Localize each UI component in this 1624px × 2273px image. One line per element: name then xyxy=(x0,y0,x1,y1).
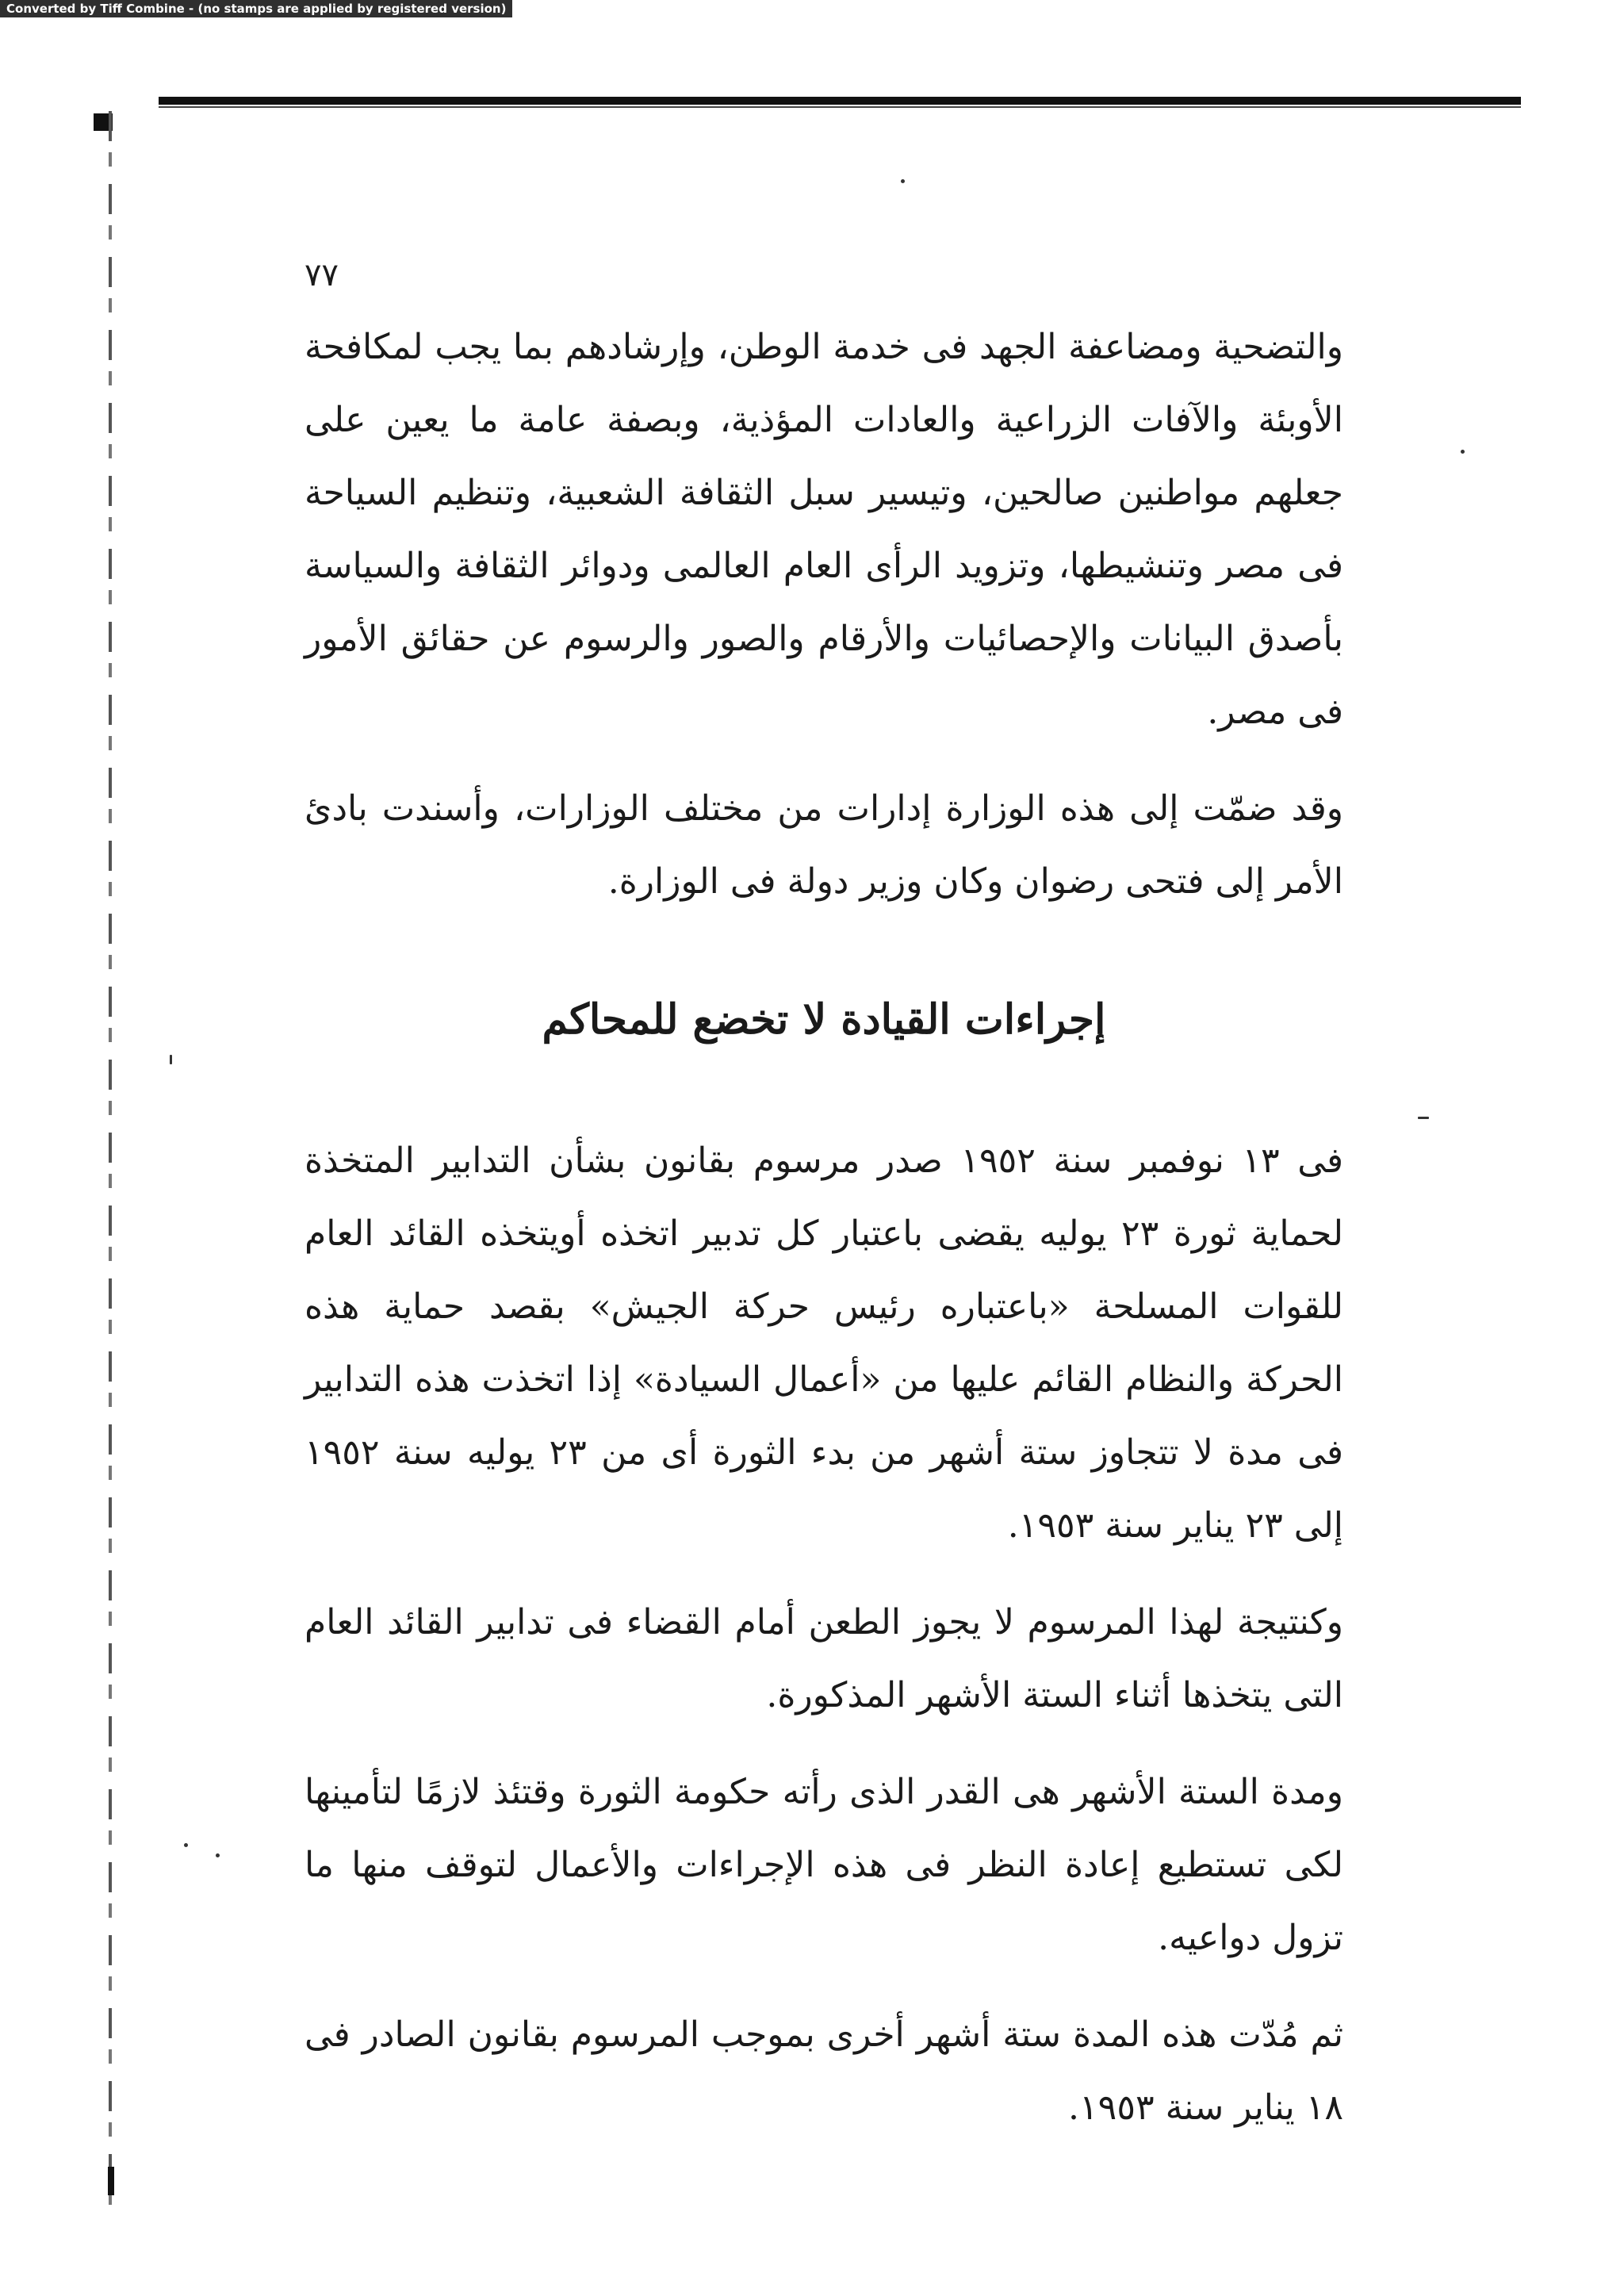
scan-speck xyxy=(216,1853,220,1857)
paragraph: ومدة الستة الأشهر هى القدر الذى رأته حكومة الثورة وقتئذ لازمًا لتأمينها لكى تستطيع إعادة النظر فى هذه الإجراءات والأعمال لتوقف منها ما تزول دواعيه. xyxy=(304,1772,1343,1958)
paragraph: فى ١٣ نوفمبر سنة ١٩٥٢ صدر مرسوم بقانون بشأن التدابير المتخذة لحماية ثورة ٢٣ يوليه يقضى باعتبار كل تدبير اتخذه أويتخذه القائد العام للقوات المسلحة «باعتباره رئيس حركة الجيش» بقصد حماية هذه الحركة والنظام القائم عليها من «أعمال السيادة» إذا اتخذت هذه التدابير فى مدة لا تتجاوز ستة أشهر من بدء الثورة أى من ٢٣ يوليه سنة ١٩٥٢ إلى ٢٣ يناير سنة ١٩٥٣. xyxy=(304,1140,1343,1546)
scan-speck xyxy=(901,179,905,183)
paragraph: والتضحية ومضاعفة الجهد فى خدمة الوطن، وإرشادهم بما يجب لمكافحة الأوبئة والآفات الزراعية والعادات المؤذية، وبصفة عامة ما يعين على جعلهم مواطنين صالحين، وتيسير سبل الثقافة الشعبية، وتنظيم السياحة فى مصر وتنشيطها، وتزويد الرأى العام العالمى ودوائر الثقافة والسياسة بأصدق البيانات والإحصائيات والأرقام والصور والرسوم عن حقائق الأمور فى مصر. xyxy=(304,327,1343,732)
paragraph: ثم مُدّت هذه المدة ستة أشهر أخرى بموجب المرسوم بقانون الصادر فى ١٨ يناير سنة ١٩٥٣. xyxy=(304,2014,1343,2128)
scan-speck xyxy=(1461,450,1465,454)
scan-speck xyxy=(184,1843,188,1847)
top-rule-thin xyxy=(159,106,1521,108)
paragraph: وكنتيجة لهذا المرسوم لا يجوز الطعن أمام القضاء فى تدابير القائد العام التى يتخذها أثناء الستة الأشهر المذكورة. xyxy=(304,1602,1343,1715)
page-number: ٧٧ xyxy=(304,257,339,293)
top-rule xyxy=(159,97,1521,105)
scan-edge-foot xyxy=(108,2167,114,2195)
converter-watermark: Converted by Tiff Combine - (no stamps are applied by registered version) xyxy=(0,0,512,17)
scan-speck xyxy=(170,1055,172,1064)
section-heading: إجراءات القيادة لا تخضع للمحاكم xyxy=(542,995,1106,1044)
paragraph: وقد ضمّت إلى هذه الوزارة إدارات من مختلف الوزارات، وأسندت بادئ الأمر إلى فتحى رضوان وكان وزير دولة فى الوزارة. xyxy=(304,788,1343,902)
scan-left-edge xyxy=(109,111,112,2205)
scan-speck xyxy=(1418,1117,1429,1119)
page-body xyxy=(304,311,1343,2168)
